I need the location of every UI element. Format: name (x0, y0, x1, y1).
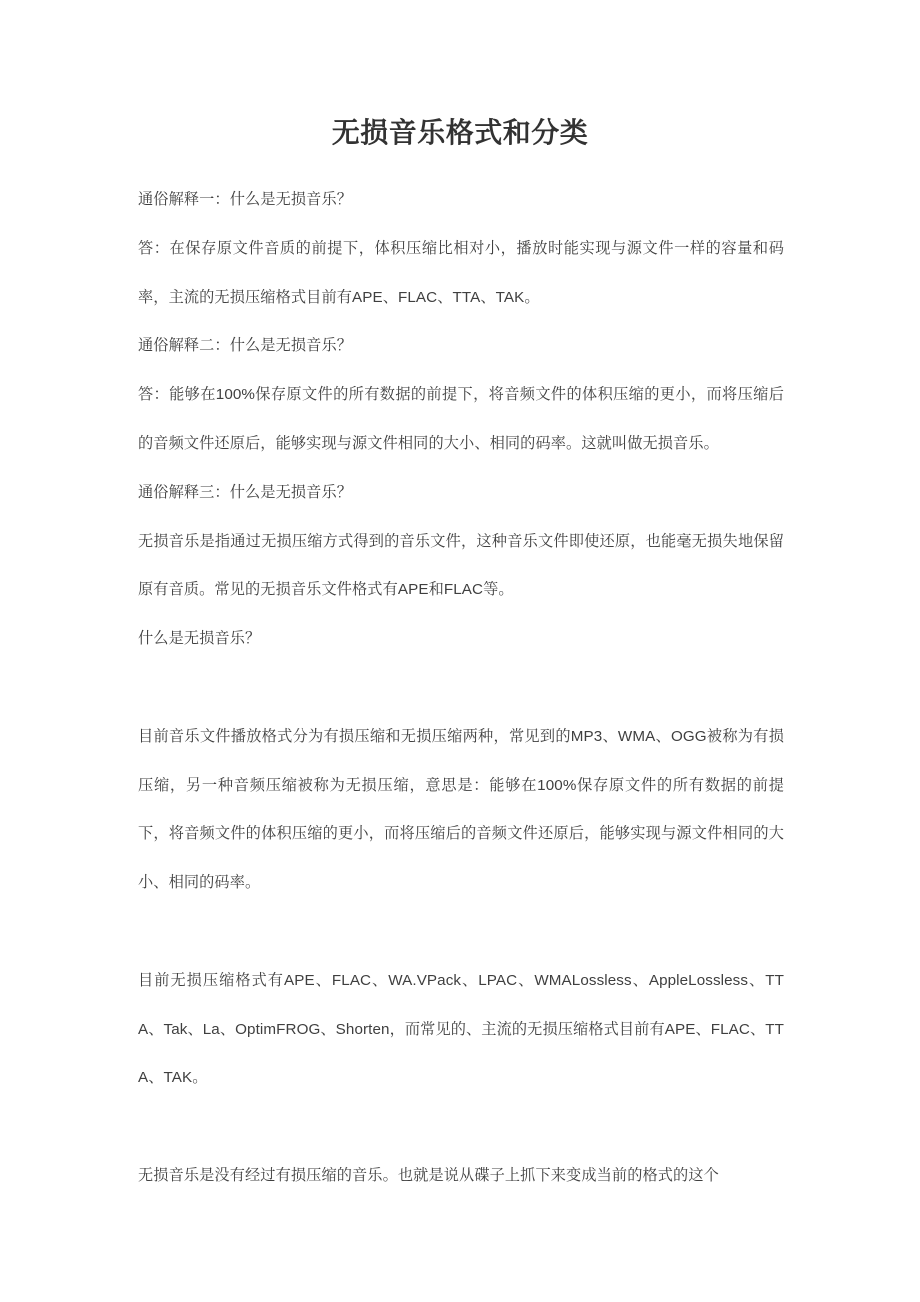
paragraph-question-1: 通俗解释一：什么是无损音乐？ (138, 191, 353, 208)
paragraph-body-1: 目前音乐文件播放格式分为有损压缩和无损压缩两种，常见到的MP3、WMA、OGG被称为有损压缩，另一种音频压缩被称为无损压缩，意思是：能够在100%保存原文件的所有数据的前提下，将音频文件的体积压缩的更小，而将压缩后的音频文件还原后，能够实现与源文件相同的大小、相同的码率。 (138, 727, 784, 892)
paragraph-body-3: 无损音乐是没有经过有损压缩的音乐。也就是说从碟子上抓下来变成当前的格式的这个 (138, 1166, 719, 1184)
document-body (138, 176, 784, 1201)
paragraph-question-3: 通俗解释三：什么是无损音乐？ (138, 483, 353, 501)
page-title: 无损音乐格式和分类 (331, 117, 589, 148)
paragraph-answer-2: 答：能够在100%保存原文件的所有数据的前提下，将音频文件的体积压缩的更小，而将压缩后的音频文件还原后，能够实现与源文件相同的大小、相同的码率。这就叫做无损音乐。 (138, 386, 784, 452)
blank-line-spacer (138, 908, 784, 957)
paragraph-question-2: 通俗解释二：什么是无损音乐？ (138, 337, 353, 355)
blank-line-spacer (138, 1103, 784, 1152)
paragraph-answer-3: 无损音乐是指通过无损压缩方式得到的音乐文件，这种音乐文件即使还原，也能毫无损失地保留原有音质。常见的无损音乐文件格式有APE和FLAC等。 (138, 532, 784, 599)
paragraph-answer-1: 答：在保存原文件音质的前提下，体积压缩比相对小，播放时能实现与源文件一样的容量和码率，主流的无损压缩格式目前有APE、FLAC、TTA、TAK。 (138, 239, 784, 306)
paragraph-body-2: 目前无损压缩格式有APE、FLAC、WA.VPack、LPAC、WMALossless、AppleLossless、TTA、Tak、La、OptimFROG、Shorten，而常见的、主流的无损压缩格式目前有APE、FLAC、TTA、TAK。 (138, 971, 784, 1087)
paragraph-section-heading: 什么是无损音乐？ (138, 630, 261, 648)
blank-line-spacer (138, 664, 784, 713)
